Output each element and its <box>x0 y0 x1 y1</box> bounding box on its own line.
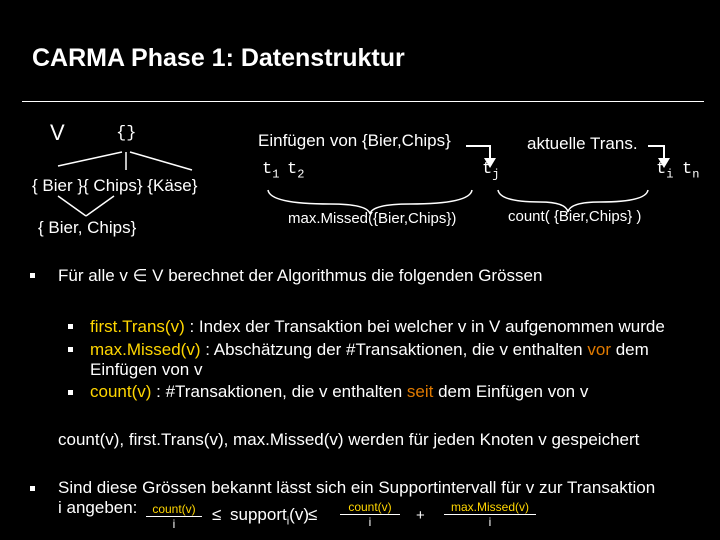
term-max-missed: max.Missed(v) <box>90 340 201 359</box>
insert-label: Einfügen von {Bier,Chips} <box>258 131 451 150</box>
tree-edge-kaese <box>130 152 192 170</box>
sub-bullet-marker <box>68 347 73 352</box>
current-arrow <box>648 146 664 160</box>
t1-label: $t_1$ <box>262 160 280 182</box>
bullet-marker <box>30 273 35 278</box>
sub-bullet-max-missed-line2: Einfügen von v <box>90 360 203 379</box>
sub-bullet-marker <box>68 324 73 329</box>
tree-edge-bier-chips-a <box>58 196 86 216</box>
tree-level2-set: { Bier, Chips} <box>38 218 137 237</box>
bullet-intro: Für alle v ∈ V berechnet der Algorithmus die folgenden Grössen <box>58 266 543 285</box>
tree-root-set: {} <box>116 124 137 143</box>
insert-arrow <box>466 146 490 160</box>
tn-label: $t_n$ <box>682 160 700 182</box>
support-line1: Sind diese Grössen bekannt lässt sich ein Supportintervall für v zur Transaktion <box>58 478 656 497</box>
sub-bullet-count: count(v) : #Transaktionen, die v enthalten seit dem Einfügen von v <box>90 382 589 401</box>
tree-edge-bier <box>58 152 122 166</box>
sub-bullet-marker <box>68 390 73 395</box>
formula-frac3: max.Missed(v) i <box>444 500 536 529</box>
ti-label: $t_i$ <box>656 160 674 182</box>
current-trans-label: aktuelle Trans. <box>527 134 638 153</box>
t2-label: $t_2$ <box>287 160 305 182</box>
formula-leq2: ≤ <box>308 505 318 524</box>
formula-frac1: count(v) i <box>146 502 202 531</box>
formula-plus: + <box>416 507 425 524</box>
tj-label: $t_j$ <box>482 160 500 182</box>
formula-leq1: ≤ <box>212 505 222 524</box>
sub-bullet-max-missed: max.Missed(v) : Abschätzung der #Transaktionen, die v enthalten vor dem <box>90 340 649 359</box>
formula-frac2: count(v) i <box>340 500 400 529</box>
support-prefix: i angeben: <box>58 498 138 517</box>
sub-bullet-first-trans: first.Trans(v) : Index der Transaktion bei welcher v in V aufgenommen wurde <box>90 317 665 336</box>
tree-level1-sets: { Bier }{ Chips} {Käse} <box>32 176 198 195</box>
slide-title: CARMA Phase 1: Datenstruktur <box>32 44 405 72</box>
formula-support: support$_i$(v) <box>230 505 309 528</box>
term-count: count(v) <box>90 382 152 401</box>
term-first-trans: first.Trans(v) <box>90 317 185 336</box>
tree-edge-bier-chips-b <box>86 196 114 216</box>
stored-note: count(v), first.Trans(v), max.Missed(v) werden für jeden Knoten v gespeichert <box>58 430 640 449</box>
bullet-marker <box>30 486 35 491</box>
tree-root-label: V <box>50 120 65 145</box>
maxmissed-label: max.Missed({Bier,Chips}) <box>288 210 457 227</box>
count-label: count( {Bier,Chips} ) <box>508 208 642 225</box>
